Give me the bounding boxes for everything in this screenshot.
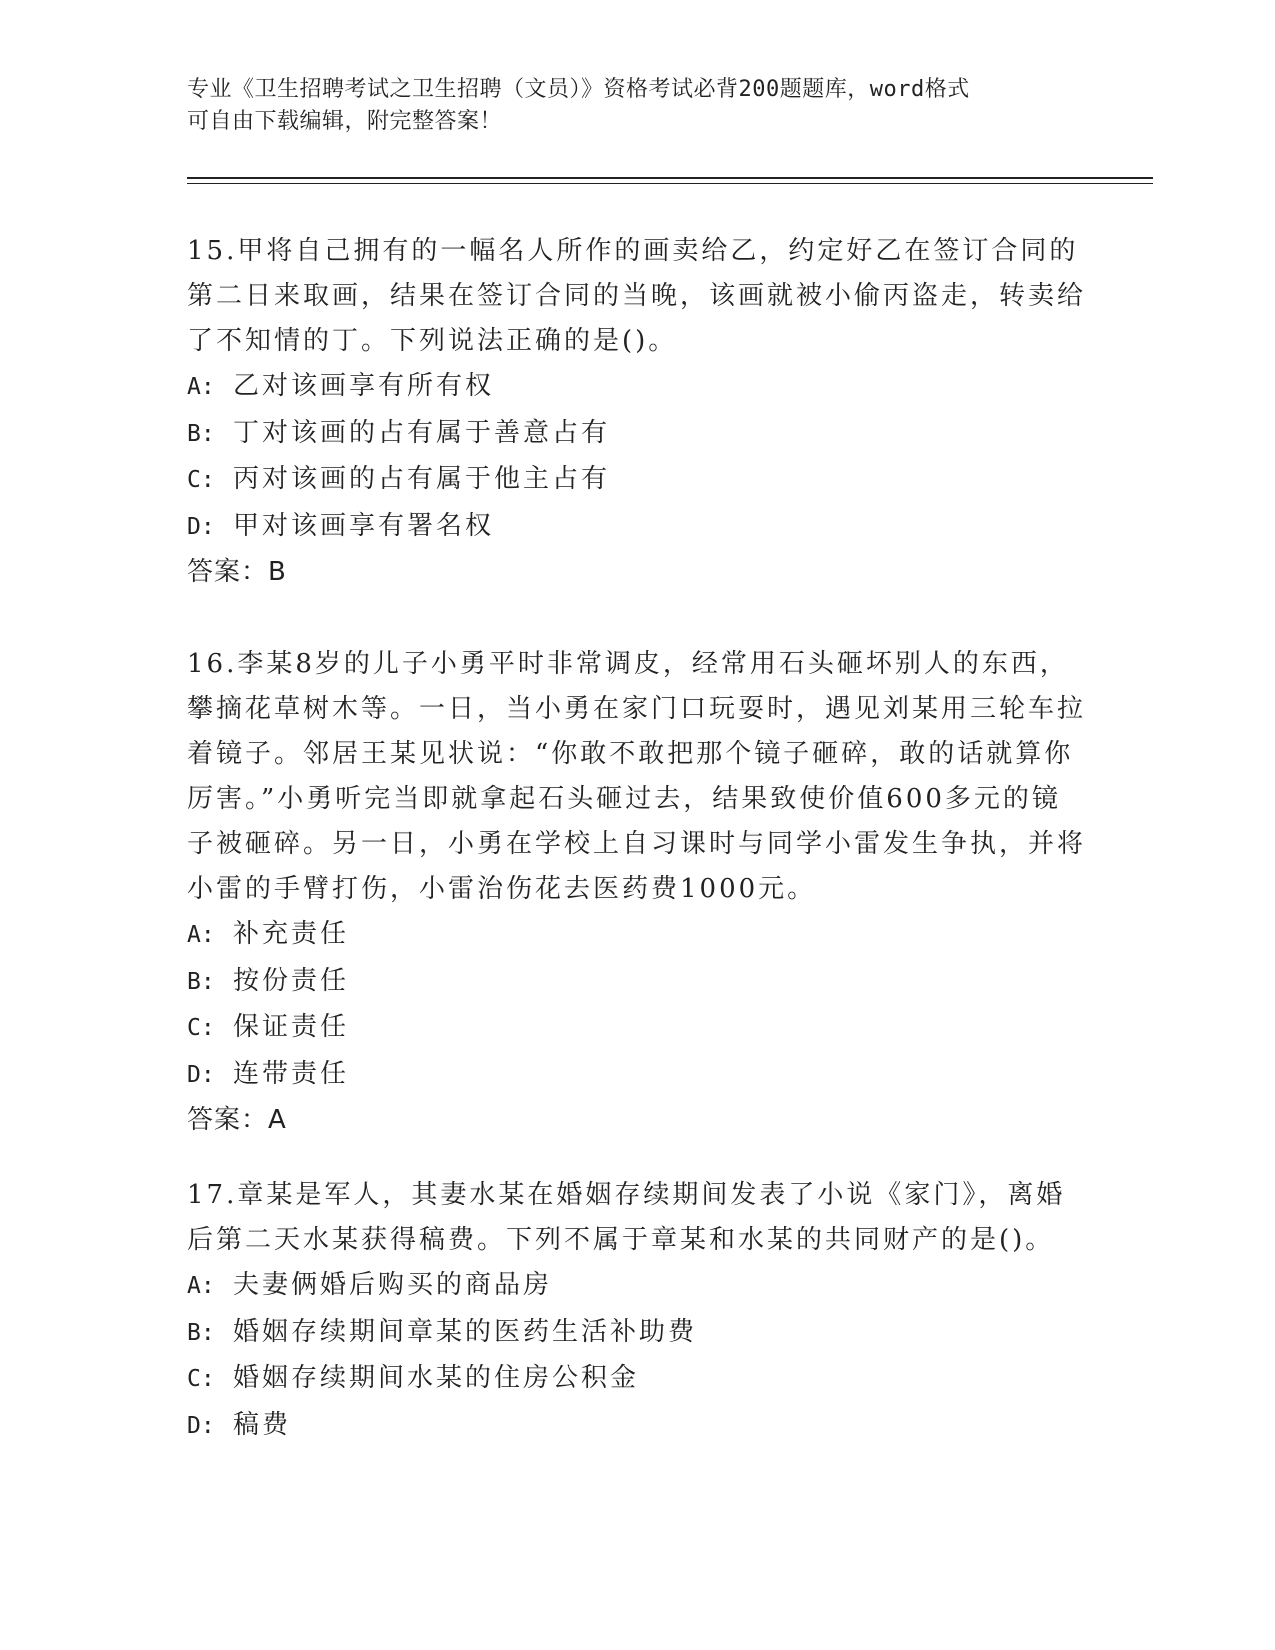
option-text: 连带责任: [233, 1058, 350, 1089]
answer: 答案：A: [187, 1105, 287, 1135]
document-header: [187, 74, 1087, 138]
option-label: A:: [187, 922, 215, 948]
question-16: [187, 642, 1087, 1144]
option-b: [187, 959, 1087, 1006]
option-text: 保证责任: [233, 1012, 350, 1042]
option-label: C:: [187, 467, 215, 493]
option-c: [187, 1356, 1087, 1403]
option-b: [187, 411, 1087, 458]
question-text: 15.甲将自己拥有的一幅名人所作的画卖给乙，约定好乙在签订合同的第二日来取画，结果在签订合同的当晚，该画就被小偷丙盗走，转卖给了不知情的丁。下列说法正确的是()。: [187, 236, 1087, 356]
option-label: B:: [187, 420, 215, 447]
question-17: [187, 1173, 1087, 1449]
option-label: A:: [187, 1273, 215, 1299]
header-divider-thin: [187, 183, 1153, 184]
option-text: 按份责任: [233, 965, 350, 996]
option-d: [187, 504, 1087, 551]
answer: 答案：B: [187, 557, 287, 587]
option-a: [187, 364, 1087, 411]
question-text: 16.李某8岁的儿子小勇平时非常调皮，经常用石头砸坏别人的东西，攀摘花草树木等。一日，当小勇在家门口玩耍时，遇见刘某用三轮车拉着镜子。邻居王某见状说：“你敢不敢把那个镜子砸碎，敢的话就算你厉害。”小勇听完当即就拿起石头砸过去，结果致使价值600多元的镜子被砸碎。另一日，小勇在学校上自习课时与同学小雷发生争执，并将小雷的手臂打伤，小雷治伤花去医药费1000元。: [187, 649, 1087, 904]
question-text: 17.章某是军人，其妻水某在婚姻存续期间发表了小说《家门》，离婚后第二天水某获得稿费。下列不属于章某和水某的共同财产的是()。: [187, 1180, 1066, 1255]
option-text: 补充责任: [233, 919, 350, 949]
option-label: A:: [187, 374, 215, 400]
option-label: D:: [187, 513, 215, 540]
option-label: D:: [187, 1061, 215, 1088]
option-a: [187, 912, 1087, 959]
option-text: 乙对该画享有所有权: [233, 371, 495, 401]
option-b: [187, 1310, 1087, 1357]
option-text: 丁对该画的占有属于善意占有: [233, 417, 611, 448]
option-d: [187, 1403, 1087, 1450]
option-c: [187, 457, 1087, 504]
option-text: 丙对该画的占有属于他主占有: [233, 464, 611, 494]
option-label: C:: [187, 1366, 215, 1392]
header-line-2: 可自由下载编辑，附完整答案！: [187, 109, 503, 134]
option-text: 稿费: [233, 1409, 292, 1440]
option-label: B:: [187, 968, 215, 995]
option-label: B:: [187, 1319, 215, 1346]
option-text: 甲对该画享有署名权: [233, 510, 495, 541]
option-text: 婚姻存续期间水某的住房公积金: [233, 1363, 640, 1393]
question-15: [187, 229, 1087, 596]
option-label: D:: [187, 1412, 215, 1439]
header-line-1: 专业《卫生招聘考试之卫生招聘（文员）》资格考试必背200题题库，word格式: [187, 77, 970, 102]
option-d: [187, 1052, 1087, 1099]
option-text: 夫妻俩婚后购买的商品房: [233, 1270, 553, 1300]
option-label: C:: [187, 1015, 215, 1041]
option-c: [187, 1005, 1087, 1052]
option-a: [187, 1263, 1087, 1310]
header-divider-thick: [187, 177, 1153, 179]
option-text: 婚姻存续期间章某的医药生活补助费: [233, 1316, 698, 1347]
